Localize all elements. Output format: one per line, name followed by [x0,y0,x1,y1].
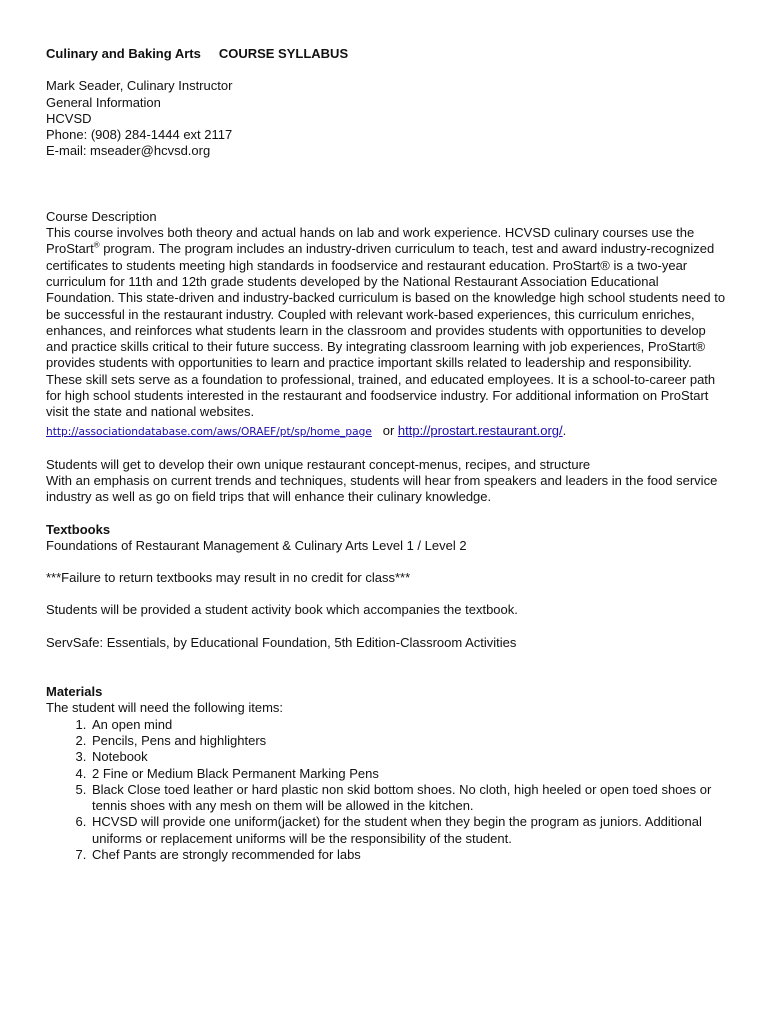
district-name: HCVSD [46,110,92,126]
section-heading-description: Course Description [46,208,157,224]
list-item: 3. Notebook [90,749,724,765]
textbook-title: Foundations of Restaurant Management & Culinary Arts Level 1 / Level 2 [46,537,467,553]
registered-mark: ® [93,241,100,251]
oraef-link[interactable]: http://associationdatabase.com/aws/ORAEF/pt/sp/home_page [46,425,372,438]
materials-section [46,684,724,863]
prostart-link[interactable]: http://prostart.restaurant.org/ [397,422,563,438]
section-heading-textbooks: Textbooks [46,521,111,537]
description-paragraph [46,225,726,421]
list-item: 2. Pencils, Pens and highlighters [90,733,724,749]
textbook-warning: ***Failure to return textbooks may result in no credit for class*** [46,570,411,586]
phone-number: Phone: (908) 284-1444 ext 2117 [46,127,233,143]
materials-intro: The student will need the following items: [46,700,284,716]
instructor-name: Mark Seader, Culinary Instructor [46,78,233,94]
course-description-section [46,209,724,506]
contact-block [46,78,724,159]
activity-book-note: Students will be provided a student activity book which accompanies the textbook. [46,602,518,618]
section-heading-materials: Materials [46,684,103,700]
page-title [46,46,724,62]
servsafe-book: ServSafe: Essentials, by Educational Foundation, 5th Edition-Classroom Activities [46,634,517,650]
textbooks-section [46,522,724,651]
doc-type: COURSE SYLLABUS [218,46,349,61]
list-item: 4. 2 Fine or Medium Black Permanent Marking Pens [90,766,724,782]
general-info-label: General Information [46,94,161,110]
description-text-a: This course involves both theory and actual hands on lab and work experience. HCVSD culinary courses use the ProStart [46,225,695,257]
concept-sentence: Students will get to develop their own unique restaurant concept-menus, recipes, and structure [46,456,591,472]
description-text-b: program. The program includes an industry-driven curriculum to teach, test and award industry-recognized certificates to students meeting high standards in foodservice and restaurant education. ProStart® is a two-year curriculum for 11th and 12th grade students developed by the National Restaurant Association Educational Foundation. This state-driven and industry-backed curriculum is based on the knowledge high school students need to be successful in the restaurant industry. Coupled with relevant work-based experiences, this curriculum enriches, enhances, and reinforces what students learn in the classroom and provides students with opportunities to develop and practice skills critical to their future success. By integrating classroom learning with job experiences, ProStart® provides students with opportunities to learn and practice important skills related to leadership and responsibility. These skill sets serve as a foundation to professional, trained, and educated employees. It is a school-to-career path for high school students interested in the restaurant and foodservice industry. For additional information on ProStart visit the state and national websites. [46,241,726,420]
email-address: E-mail: mseader@hcvsd.org [46,143,211,159]
materials-list [46,717,724,864]
list-item: 6. HCVSD will provide one uniform(jacket) for the student when they begin the program as juniors. Additional uniforms or replacement uniforms will be the responsibility of the student. [90,814,724,847]
list-item: 7. Chef Pants are strongly recommended for labs [90,847,724,863]
link-period: . [562,422,567,438]
website-links [46,422,724,441]
list-item: 5. Black Close toed leather or hard plastic non skid bottom shoes. No cloth, high heeled or open toed shoes or tennis shoes with any mesh on them will be allowed in the kitchen. [90,782,724,815]
link-separator: or [371,422,398,438]
list-item: 1. An open mind [90,717,724,733]
course-name: Culinary and Baking Arts [46,46,201,61]
trends-sentence: With an emphasis on current trends and techniques, students will hear from speakers and leaders in the food service industry as well as go on field trips that will enhance their culinary knowledge. [46,472,718,505]
